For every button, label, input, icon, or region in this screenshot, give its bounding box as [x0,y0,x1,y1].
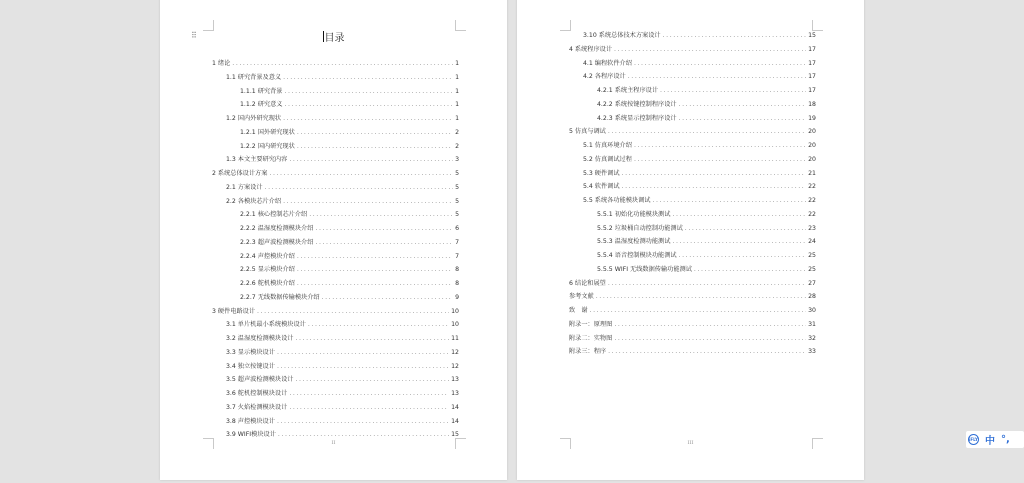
toc-entry-page-number: 17 [808,87,816,94]
toc-entry-page-number: 1 [455,73,459,81]
toc-title[interactable]: 目录 [324,33,345,44]
toc-leader-dots [297,280,453,287]
toc-entry-page-number: 1 [455,60,459,67]
toc-entry-page-number: 22 [808,197,816,204]
toc-entry-page-number: 19 [808,114,816,122]
toc-entry-label: 1.3 本文主要研究内容 [226,156,288,164]
toc-leader-dots [634,60,806,67]
toc-entry[interactable] [569,140,816,154]
toc-leader-dots [296,376,450,383]
toc-entry-label: 3.8 声控模块设计 [226,417,275,425]
toc-entry-page-number: 28 [808,293,816,301]
toc-entry[interactable] [212,141,459,155]
toc-leader-dots [596,293,806,300]
toc-entry-page-number: 15 [808,32,816,39]
toc-entry-label: 5.5.3 温湿度检测功能测试 [597,238,671,246]
toc-entry[interactable] [569,319,816,333]
toc-entry-label: 3 硬件电路设计 [212,307,256,315]
toc-entry[interactable] [569,71,816,85]
toc-entry[interactable] [569,223,816,237]
toc-leader-dots [297,253,453,260]
toc-entry-page-number: 8 [455,266,459,274]
toc-entry-page-number: 25 [808,265,816,273]
toc-leader-dots [608,348,806,355]
toc-entry-label: 参考文献 [569,293,594,301]
toc-entry-page-number: 17 [808,59,816,67]
toc-entry[interactable] [212,113,459,127]
toc-entry-page-number: 30 [808,307,816,314]
toc-entry-label: 4.2.2 系统按键控制程序设计 [597,100,677,108]
toc-entry-page-number: 22 [808,210,816,218]
toc-entry-page-number: 9 [455,293,459,301]
toc-entry[interactable] [569,126,816,140]
toc-entry-page-number: 5 [455,170,459,177]
toc-entry-page-number: 13 [451,376,459,384]
toc-entry-label: 6 结论和展望 [569,279,606,287]
toc-leader-dots [289,156,453,163]
toc-entry-page-number: 8 [455,280,459,287]
toc-entry[interactable] [569,154,816,168]
toc-entry-label: 3.6 舵机控制模块设计 [226,390,288,397]
toc-entry-label: 1.2 国内外研究现状 [226,115,282,122]
toc-leader-dots [679,101,807,108]
toc-leader-dots [284,88,453,95]
toc-entry-page-number: 5 [455,211,459,219]
toc-entry[interactable] [569,236,816,250]
toc-leader-dots [590,307,807,314]
toc-entry-label: 5.5.4 语音控制模块功能测试 [597,252,677,259]
toc-entry-label: 2.2.5 显示模块介绍 [240,266,295,274]
toc-entry-label: 3.3 显示模块设计 [226,348,275,356]
toc-entry-label: 1.2.2 国内研究现状 [240,142,295,150]
toc-entry-page-number: 2 [455,142,459,150]
toc-entry[interactable] [569,291,816,305]
toc-entry[interactable] [212,168,459,182]
toc-leader-dots [660,87,806,94]
toc-entry-page-number: 12 [451,348,459,356]
toc-leader-dots [277,349,449,356]
toc-entry-page-number: 33 [808,348,816,356]
toc-entry-label: 5.5 系统各功能模块调试 [583,197,651,204]
toc-entry-label: 5.5.1 初始化功能模块测试 [597,210,671,218]
toc-entry-label: 附录三：程序 [569,348,607,356]
toc-leader-dots [679,115,807,122]
toc-entry-page-number: 31 [808,320,816,328]
toc-entry[interactable] [212,306,459,320]
toc-entry-page-number: 10 [451,321,459,329]
toc-entry-label: 2.2.3 超声波检测模块介绍 [240,238,314,246]
toc-entry[interactable] [569,333,816,347]
toc-entry-page-number: 23 [808,224,816,232]
toc-entry-label: 2.2.2 温湿度检测模块介绍 [240,225,314,232]
toc-entry-page-number: 20 [808,155,816,163]
toc-entry-page-number: 1 [455,87,459,95]
toc-entry[interactable] [212,196,459,210]
toc-entry-label: 2.2.7 无线数据传输模块介绍 [240,293,320,301]
toc-entry[interactable] [569,58,816,72]
toc-entry[interactable] [569,44,816,58]
toc-leader-dots [634,142,806,149]
toc-entry[interactable] [569,346,816,360]
toc-leader-dots [614,321,806,328]
toc-entry[interactable] [212,223,459,237]
toc-entry-label: 2 系统总体设计方案 [212,170,268,177]
toc-leader-dots [315,225,453,232]
toc-entry-page-number: 20 [808,128,816,136]
toc-entry-label: 5 仿真与调试 [569,128,606,136]
toc-leader-dots [289,404,449,411]
toc-entry-page-number: 2 [455,128,459,136]
toc-entry-label: 3.5 超声波检测模块设计 [226,376,294,384]
toc-leader-dots [277,418,449,425]
ime-logo-icon[interactable]: iFLY [968,434,979,445]
toc-leader-dots [672,238,806,245]
text-cursor [323,31,324,42]
toc-entry[interactable] [212,333,459,347]
toc-leader-dots [634,156,806,163]
toc-entry-page-number: 6 [455,225,459,232]
toc-entry-label: 5.1 仿真环境介绍 [583,142,632,149]
toc-entry-label: 2.2.6 舵机模块介绍 [240,280,295,287]
toc-entry[interactable] [569,209,816,223]
toc-leader-dots [614,46,806,53]
paragraph-drag-handle-icon[interactable]: ⠿ [191,31,198,40]
toc-entry-page-number: 32 [808,334,816,342]
toc-leader-dots [315,239,453,246]
toc-entry[interactable] [569,250,816,264]
toc-leader-dots [679,252,807,259]
toc-leader-dots [296,335,450,342]
toc-entry-page-number: 12 [451,362,459,370]
toc-entry[interactable] [212,264,459,278]
toc-entry-label: 2.2.4 声控模块介绍 [240,252,295,260]
toc-entry-label: 2.2.1 核心控制芯片介绍 [240,211,308,219]
toc-entry-label: 附录二：实物图 [569,334,613,342]
toc-entry-page-number: 22 [808,183,816,191]
toc-entry-label: 3.1 单片机最小系统模块设计 [226,321,306,329]
toc-entry-page-number: 11 [451,335,459,342]
toc-entry-label: 1 绪论 [212,60,231,67]
toc-entry[interactable] [569,113,816,127]
toc-entry[interactable] [212,209,459,223]
toc-entry-label: 3.4 独立按键设计 [226,362,275,370]
ime-punctuation-toggle[interactable]: °, [1001,434,1010,445]
toc-leader-dots [622,183,807,190]
toc-entry[interactable] [212,374,459,388]
toc-entry[interactable] [212,361,459,375]
toc-entry[interactable] [569,168,816,182]
toc-leader-dots [309,211,453,218]
toc-entry-page-number: 5 [455,197,459,205]
toc-entry-page-number: 25 [808,252,816,259]
toc-entry-label: 1.2.1 国外研究现状 [240,128,295,136]
toc-entry-page-number: 18 [808,100,816,108]
toc-entry[interactable] [212,388,459,402]
toc-entry-label: 5.5.5 WIFI 无线数据传输功能测试 [597,265,692,273]
toc-entry-label: 2.2 各模块芯片介绍 [226,197,282,205]
toc-entry-page-number: 17 [808,45,816,53]
toc-leader-dots [265,184,454,191]
toc-entry[interactable] [212,86,459,100]
toc-entry-page-number: 14 [451,417,459,425]
toc-entry-label: 4.1 编程软件介绍 [583,59,632,67]
toc-entry-label: 4.2.3 系统显示控制程序设计 [597,114,677,122]
toc-entry[interactable] [212,72,459,86]
toc-leader-dots [628,73,806,80]
toc-entry-label: 3.10 系统总体技术方案设计 [583,32,661,39]
toc-entry-label: 5.5.2 垃圾桶自动控制功能测试 [597,224,683,232]
toc-leader-dots [653,197,807,204]
toc-entry-page-number: 27 [808,279,816,287]
toc-leader-dots [622,170,807,177]
toc-entry-label: 4.2 各程序设计 [583,73,626,81]
toc-leader-dots [694,266,806,273]
toc-entry-label: 3.9 WIFI模块设计 [226,431,276,439]
toc-entry-label: 1.1.2 研究意义 [240,101,283,109]
toc-entry[interactable] [569,85,816,99]
toc-leader-dots [322,294,453,301]
toc-entry-label: 3.7 火焰检测模块设计 [226,403,288,411]
toc-entry[interactable] [212,237,459,251]
toc-entry-label: 3.2 温湿度检测模块设计 [226,335,294,342]
toc-leader-dots [297,129,453,136]
toc-leader-dots [284,101,453,108]
toc-entry[interactable] [212,251,459,265]
toc-entry-page-number: 1 [455,115,459,122]
toc-entry-label: 5.4 软件调试 [583,183,620,191]
toc-entry-label: 附录一：原理图 [569,320,613,328]
ime-toolbar[interactable] [966,431,1024,448]
toc-entry-label: 2.1 方案设计 [226,183,263,191]
toc-entry-label: 致 谢 [569,307,588,314]
toc-entry-page-number: 15 [451,431,459,439]
toc-leader-dots [297,266,453,273]
page-number: II [331,440,336,446]
document-page-2[interactable] [517,0,864,480]
toc-entry[interactable] [569,305,816,319]
toc-leader-dots [608,280,806,287]
toc-entry-page-number: 7 [455,252,459,260]
toc-entry[interactable] [212,99,459,113]
toc-entry-label: 1.1 研究背景及意义 [226,73,282,81]
toc-leader-dots [308,321,449,328]
toc-entry[interactable] [569,181,816,195]
toc-entry[interactable] [212,319,459,333]
ime-language-toggle[interactable]: 中 [985,436,995,447]
toc-entry-page-number: 14 [451,403,459,411]
toc-leader-dots [289,390,449,397]
toc-entry[interactable] [212,402,459,416]
toc-entry-page-number: 21 [808,169,816,177]
toc-entry-page-number: 20 [808,142,816,149]
toc-leader-dots [277,363,449,370]
toc-leader-dots [663,32,807,39]
toc-leader-dots [608,128,806,135]
toc-entry[interactable] [212,182,459,196]
toc-entry[interactable] [212,416,459,430]
toc-list [212,58,459,443]
toc-entry[interactable] [212,58,459,72]
toc-leader-dots [283,74,453,81]
toc-entry[interactable] [569,278,816,292]
toc-entry-label: 4 系统程序设计 [569,45,613,53]
toc-leader-dots [672,211,806,218]
toc-entry-label: 1.1.1 研究背景 [240,87,283,95]
toc-entry[interactable] [569,195,816,209]
toc-leader-dots [685,225,806,232]
toc-leader-dots [278,431,449,438]
toc-entry[interactable] [212,278,459,292]
toc-entry[interactable] [212,292,459,306]
toc-entry-page-number: 10 [451,307,459,315]
toc-entry-page-number: 5 [455,183,459,191]
toc-leader-dots [283,198,453,205]
toc-list [569,30,816,360]
toc-entry[interactable] [212,154,459,168]
toc-leader-dots [257,308,449,315]
toc-entry-label: 4.2.1 系统主程序设计 [597,87,659,94]
toc-entry[interactable] [212,127,459,141]
toc-entry-label: 5.3 硬件调试 [583,169,620,177]
toc-entry-page-number: 13 [451,390,459,397]
toc-entry[interactable] [569,30,816,44]
toc-entry[interactable] [569,264,816,278]
toc-entry[interactable] [212,347,459,361]
toc-leader-dots [297,143,453,150]
toc-entry[interactable] [569,99,816,113]
document-page-1[interactable] [160,0,507,480]
toc-leader-dots [614,335,806,342]
page-number: III [687,440,694,446]
toc-leader-dots [232,60,453,67]
toc-entry-page-number: 24 [808,238,816,246]
toc-entry-page-number: 17 [808,73,816,81]
toc-entry-page-number: 1 [455,101,459,109]
toc-entry-page-number: 7 [455,238,459,246]
toc-entry-page-number: 3 [455,156,459,164]
toc-leader-dots [269,170,453,177]
toc-entry-label: 5.2 仿真调试过程 [583,155,632,163]
toc-leader-dots [283,115,453,122]
